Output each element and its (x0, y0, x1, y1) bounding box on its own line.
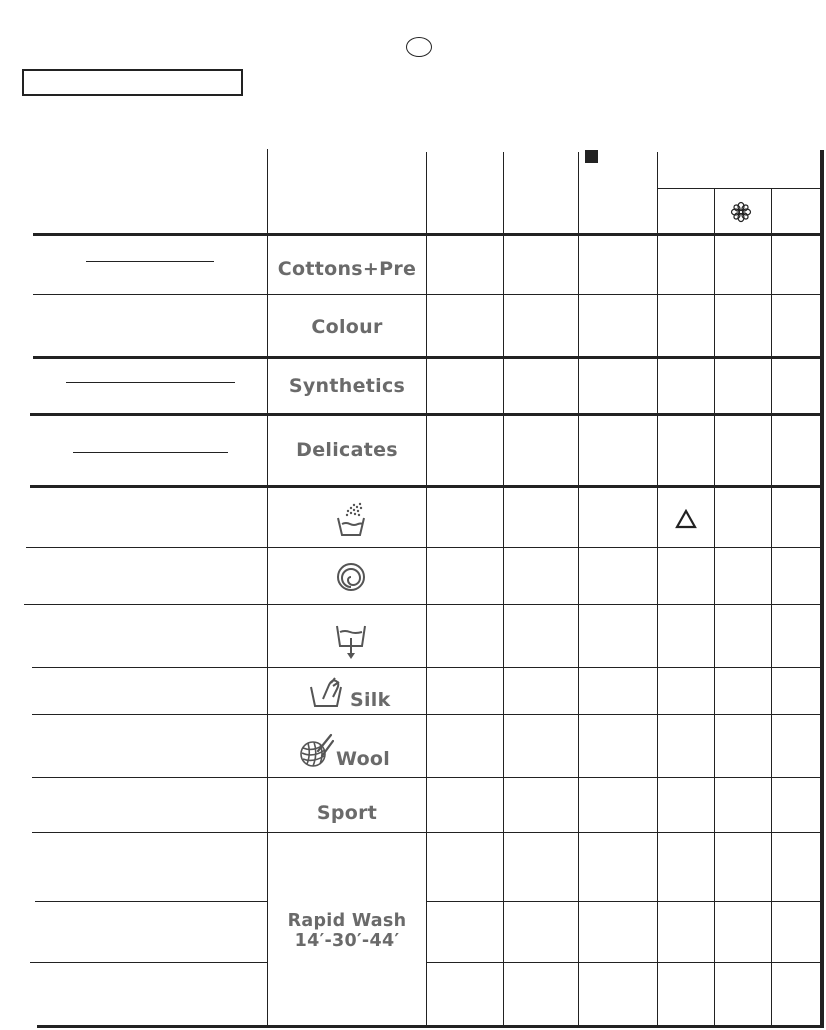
row-line (30, 413, 822, 416)
row-line (32, 667, 822, 668)
rinse-shower-tub-icon (334, 502, 368, 538)
column-divider (503, 152, 504, 1028)
column-divider (267, 149, 268, 1028)
program-sport: Sport (316, 802, 378, 824)
program-delicates: Delicates (296, 439, 398, 461)
blank-field-line (73, 452, 228, 453)
program-rapid-wash (268, 911, 426, 951)
language-oval (406, 37, 432, 57)
column-divider (426, 152, 427, 1028)
column-divider (578, 152, 579, 1028)
program-silk: Silk (350, 689, 391, 711)
row-line (24, 604, 822, 605)
spin-spiral-icon (335, 561, 367, 593)
triangle-icon (675, 509, 697, 533)
row-line (426, 901, 822, 902)
program-wool: Wool (336, 748, 391, 770)
rapid-wash-times: 14′-30′-44′ (294, 931, 400, 951)
table-right-border (820, 150, 824, 1028)
row-line (30, 962, 267, 963)
row-line (33, 356, 822, 359)
hand-wash-icon (309, 675, 345, 709)
blank-field-line (86, 261, 214, 262)
row-line (33, 233, 822, 236)
column-divider (771, 188, 772, 1028)
row-line (35, 901, 267, 902)
program-cottons-pre: Cottons+Pre (277, 258, 417, 280)
row-line (33, 294, 822, 295)
row-line (32, 832, 822, 833)
drain-tub-icon (334, 622, 368, 662)
program-colour: Colour (311, 316, 383, 338)
title-box (22, 69, 243, 96)
wool-ball-icon (298, 733, 334, 769)
row-line (32, 777, 822, 778)
column-divider (657, 152, 658, 1028)
subheader-line (657, 188, 822, 189)
row-line (26, 547, 822, 548)
flower-icon (730, 201, 752, 223)
row-line (30, 485, 822, 488)
blank-field-line (66, 382, 235, 383)
filled-square-icon (585, 150, 598, 163)
row-line (32, 714, 822, 715)
column-divider (714, 188, 715, 1028)
program-synthetics: Synthetics (288, 375, 406, 397)
table-bottom-border (37, 1025, 824, 1028)
rapid-wash-label: Rapid Wash (287, 911, 407, 931)
row-line (426, 962, 822, 963)
